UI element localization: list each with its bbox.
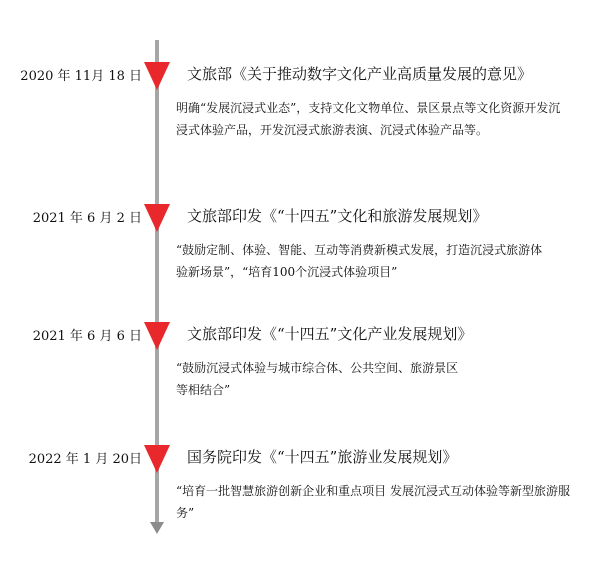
event-description: “鼓励沉浸式体验与城市综合体、公共空间、旅游景区等相结合”	[176, 361, 459, 397]
event-date: 2020 年 11月 18 日	[20, 69, 142, 84]
timeline-marker-icon	[144, 322, 170, 350]
timeline-marker-icon	[144, 445, 170, 473]
event-description: “鼓励定制、体验、智能、互动等消费新模式发展，打造沉浸式旅游体验新场景”，“培育100个沉浸式体验项目”	[176, 243, 543, 279]
timeline-marker-icon	[144, 204, 170, 232]
event-date: 2021 年 6 月 2 日	[32, 211, 142, 226]
event-title: 文旅部《关于推动数字文化产业高质量发展的意见》	[187, 65, 533, 83]
event-date: 2021 年 6 月 6 日	[32, 329, 142, 344]
event-title: 文旅部印发《“十四五”文化产业发展规划》	[187, 325, 473, 343]
event-description: “培育一批智慧旅游创新企业和重点项目 发展沉浸式互动体验等新型旅游服务”	[176, 484, 570, 520]
event-title: 文旅部印发《“十四五”文化和旅游发展规划》	[187, 207, 488, 225]
event-title: 国务院印发《“十四五”旅游业发展规划》	[187, 448, 458, 466]
timeline-arrow-icon	[150, 522, 164, 534]
timeline-marker-icon	[144, 62, 170, 90]
event-description: 明确“发展沉浸式业态”，支持文化文物单位、景区景点等文化资源开发沉浸式体验产品，开发沉浸式旅游表演、沉浸式体验产品等。	[176, 101, 561, 137]
event-date: 2022 年 1 月 20日	[28, 452, 142, 467]
